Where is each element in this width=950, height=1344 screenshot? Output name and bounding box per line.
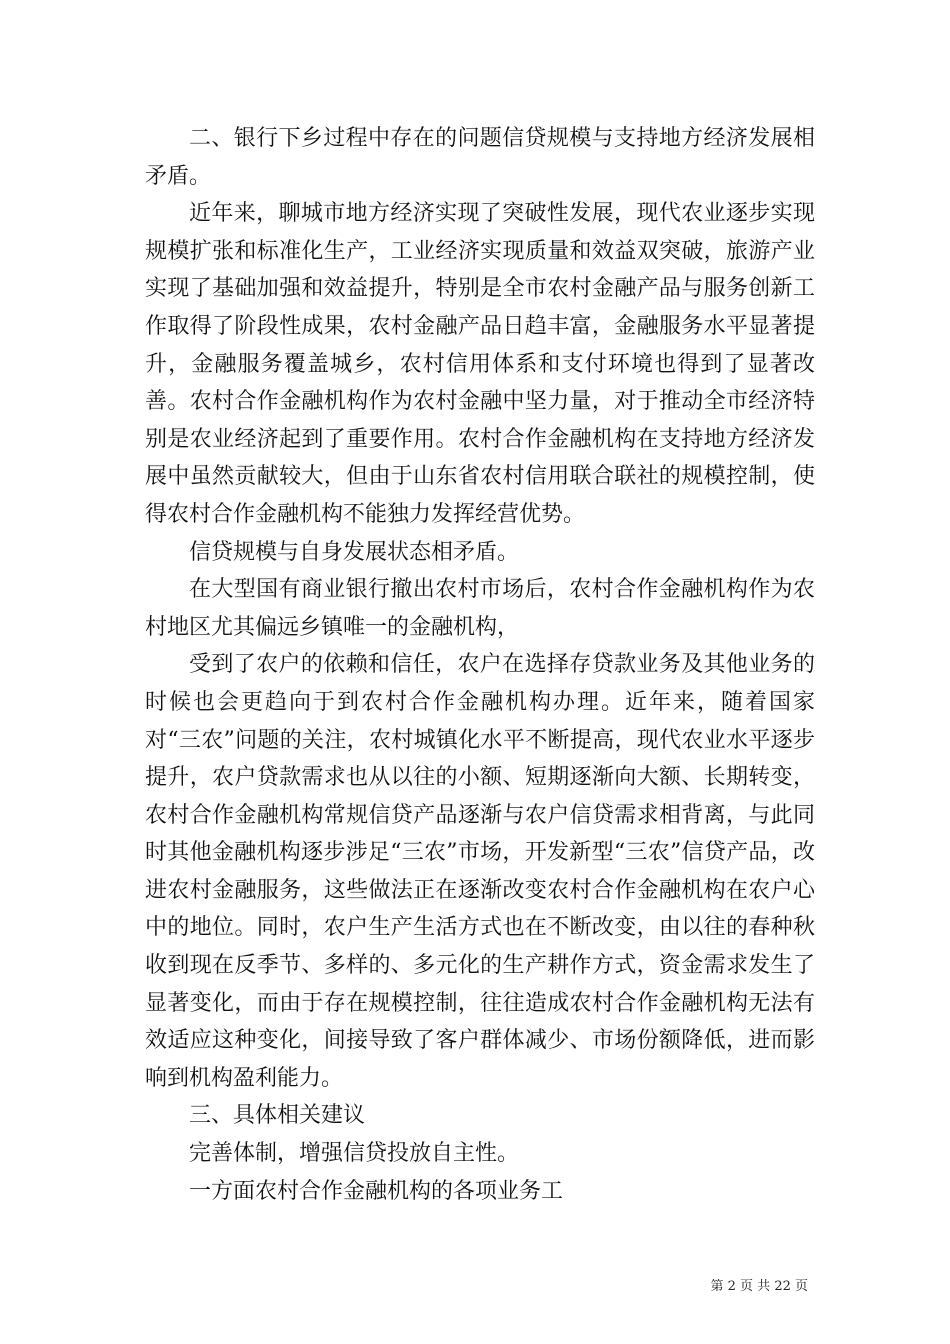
paragraph-on-one-hand: 一方面农村合作金融机构的各项业务工 xyxy=(189,1178,564,1204)
paragraph-section-two-heading: 二、银行下乡过程中存在的问题信贷规模与支持地方经济发展相矛盾。 xyxy=(145,126,815,189)
paragraph-rural-market: 在大型国有商业银行撤出农村市场后，农村合作金融机构作为农村地区尤其偏远乡镇唯一的金融机构， xyxy=(145,577,815,640)
paragraph-farmer-trust: 受到了农户的依赖和信任，农户在选择存贷款业务及其他业务的时候也会更趋向于到农村合作金融机构办理。近年来，随着国家对“三农”问题的关注，农村城镇化水平不断提高，现代农业水平逐步提升，农户贷款需求也从以往的小额、短期逐渐向大额、长期转变，农村合作金融机构常规信贷产品逐渐与农户信贷需求相背离，与此同时其他金融机构逐步涉足“三农”市场，开发新型“三农”信贷产品，改进农村金融服务，这些做法正在逐渐改变农村合作金融机构在农户心中的地位。同时，农户生产生活方式也在不断改变，由以往的春种秋收到现在反季节、多样的、多元化的生产耕作方式，资金需求发生了显著变化，而由于存在规模控制，往往造成农村合作金融机构无法有效适应这种变化，间接导致了客户群体减少、市场份额降低，进而影响到机构盈利能力。 xyxy=(145,652,815,1091)
paragraph-improve-system: 完善体制，增强信贷投放自主性。 xyxy=(189,1141,520,1167)
paragraph-credit-scale-heading: 信贷规模与自身发展状态相矛盾。 xyxy=(189,539,520,565)
paragraph-section-three-heading: 三、具体相关建议 xyxy=(189,1103,366,1129)
document-body xyxy=(145,120,815,1210)
paragraph-local-economy: 近年来，聊城市地方经济实现了突破性发展，现代农业逐步实现规模扩张和标准化生产，工业经济实现质量和效益双突破，旅游产业实现了基础加强和效益提升，特别是全市农村金融产品与服务创新工作取得了阶段性成果，农村金融产品日趋丰富，金融服务水平显著提升，金融服务覆盖城乡，农村信用体系和支付环境也得到了显著改善。农村合作金融机构作为农村金融中坚力量，对于推动全市经济特别是农业经济起到了重要作用。农村合作金融机构在支持地方经济发展中虽然贡献较大，但由于山东省农村信用联合联社的规模控制，使得农村合作金融机构不能独力发挥经营优势。 xyxy=(145,201,815,527)
page-number-footer: 第 2 页 共 22 页 xyxy=(710,1279,808,1294)
